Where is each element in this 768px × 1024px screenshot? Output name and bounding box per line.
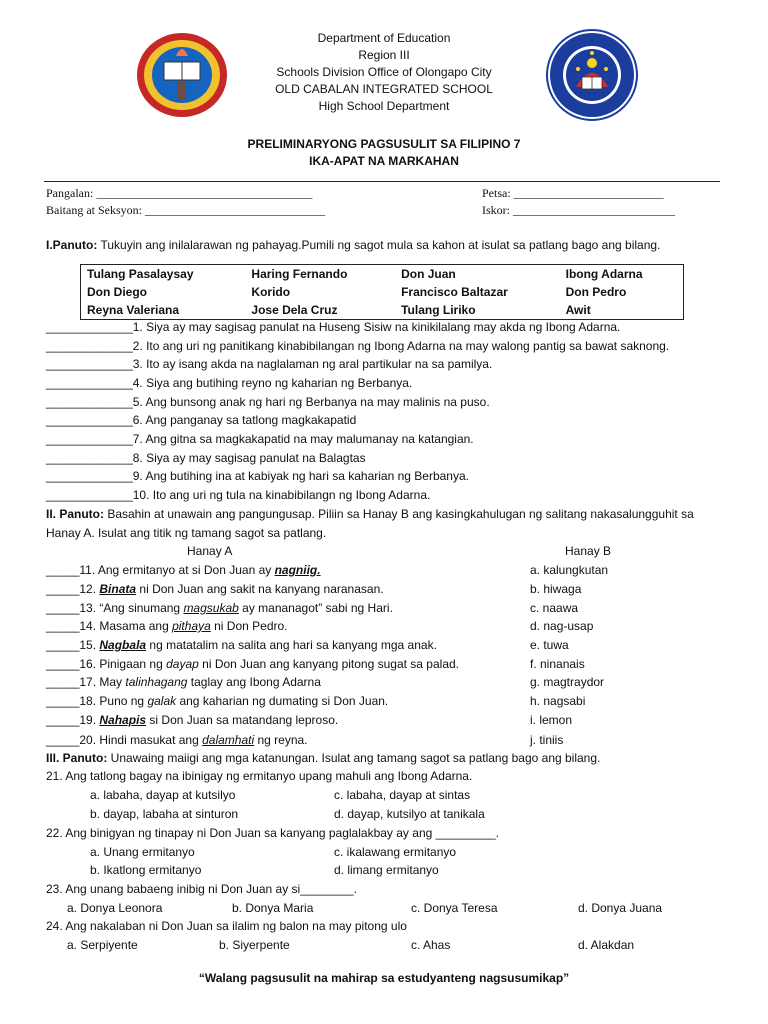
option-23a[interactable]: a. Donya Leonora <box>67 901 163 915</box>
item-text: _____15. <box>46 638 100 652</box>
underlined-word: galak <box>147 694 177 708</box>
matching-item[interactable] <box>46 692 388 710</box>
exam-title-line1: PRELIMINARYONG PAGSUSULIT SA FILIPINO 7 <box>247 137 521 151</box>
question-item[interactable]: _____________3. Ito ay isang akda na naglalaman ng aral partikular na sa pamilya. <box>46 357 493 371</box>
option-24d[interactable]: d. Alakdan <box>578 938 635 952</box>
part1-instruction-text: Tukuyin ang inilalarawan ng pahayag.Pumili ng sagot mula sa kahon at isulat sa patlang bago ang bilang. <box>97 238 661 252</box>
item-text: ng matatalim na salita ang hari sa kanyang mga anak. <box>146 638 437 652</box>
answer-choice: f. ninanais <box>530 657 585 671</box>
part1-instructions <box>46 236 660 254</box>
answer-choice: c. naawa <box>530 601 579 615</box>
question-item[interactable]: _____________1. Siya ay may sagisag panulat na Huseng Sisiw na kinikilalang may akda ng Ibong Adarna. <box>46 320 621 334</box>
exam-title <box>0 136 768 170</box>
exam-title-line2: IKA-APAT NA MARKAHAN <box>309 154 459 168</box>
item-text: ni Don Pedro. <box>210 619 288 633</box>
part1-panuto: Panuto: <box>52 238 98 252</box>
option-21d[interactable]: d. dayap, kutsilyo at tanikala <box>334 807 485 821</box>
item-text: _____14. Masama ang <box>46 619 173 633</box>
word-choice: Don Juan <box>401 267 456 281</box>
question-23: 23. Ang unang babaeng inibig ni Don Juan ay si________. <box>46 882 357 896</box>
item-text: ni Don Juan ang kanyang pitong sugat sa palad. <box>198 657 460 671</box>
option-22b[interactable]: b. Ikatlong ermitanyo <box>90 863 202 877</box>
division-name: Schools Division Office of Olongapo City <box>276 65 492 79</box>
word-choice: Reyna Valeriana <box>87 303 180 317</box>
name-field[interactable]: Pangalan: ____________________________________ <box>46 186 313 200</box>
score-field[interactable]: Iskor: ___________________________ <box>482 203 675 217</box>
option-22c[interactable]: c. ikalawang ermitanyo <box>334 845 457 859</box>
question-item[interactable]: _____________2. Ito ang uri ng panitikang kinabibilangan ng Ibong Adarna na may walong pantig sa bawat saknong. <box>46 339 670 353</box>
matching-item[interactable] <box>46 617 288 635</box>
region-name: Region III <box>358 48 410 62</box>
option-21b[interactable]: b. dayap, labaha at sinturon <box>90 807 239 821</box>
question-22: 22. Ang binigyan ng tinapay ni Don Juan sa kanyang paglalakbay ay ang _________. <box>46 826 500 840</box>
question-21: 21. Ang tatlong bagay na ibinigay ng ermitanyo upang mahuli ang Ibong Adarna. <box>46 769 473 783</box>
word-choice: Don Pedro <box>565 285 627 299</box>
word-choice: Don Diego <box>87 285 147 299</box>
word-choice: Tulang Pasalaysay <box>87 267 194 281</box>
matching-item[interactable] <box>46 561 321 579</box>
matching-item[interactable] <box>46 711 338 729</box>
matching-item[interactable] <box>46 580 384 598</box>
item-text: _____12. <box>46 582 100 596</box>
question-item[interactable]: _____________4. Siya ang butihing reyno ng kaharian ng Berbanya. <box>46 376 413 390</box>
option-23b[interactable]: b. Donya Maria <box>232 901 314 915</box>
answer-choice: d. nag-usap <box>530 619 594 633</box>
grade-section-field[interactable]: Baitang at Seksyon: ______________________________ <box>46 203 325 217</box>
underlined-word: magsukab <box>183 601 239 615</box>
word-choice: Jose Dela Cruz <box>251 303 338 317</box>
item-text: taglay ang Ibong Adarna <box>187 675 321 689</box>
item-text: _____13. “Ang sinumang <box>46 601 184 615</box>
part3-label: III. Panuto: <box>46 751 108 765</box>
underlined-word: dalamhati <box>202 733 255 747</box>
word-choice: Haring Fernando <box>251 267 348 281</box>
question-item[interactable]: _____________8. Siya ay may sagisag panulat na Balagtas <box>46 451 366 465</box>
item-text: ay mananagot” sabi ng Hari. <box>238 601 393 615</box>
school-header <box>0 30 768 115</box>
question-item[interactable]: _____________5. Ang bunsong anak ng hari ng Berbanya na may malinis na puso. <box>46 395 490 409</box>
word-choice-box <box>80 264 684 320</box>
word-choice: Francisco Baltazar <box>401 285 508 299</box>
department-name: Department of Education <box>317 31 451 45</box>
column-b-header: Hanay B <box>565 544 612 558</box>
underlined-word: pithaya <box>172 619 211 633</box>
underlined-word: nagniig. <box>274 563 321 577</box>
answer-choice: j. tiniis <box>530 733 564 747</box>
department-subtitle: High School Department <box>318 99 450 113</box>
option-21a[interactable]: a. labaha, dayap at kutsilyo <box>90 788 236 802</box>
part2-label: II. Panuto: <box>46 507 104 521</box>
underlined-word: Nahapis <box>99 713 147 727</box>
item-text: _____17. May <box>46 675 126 689</box>
word-choice: Korido <box>251 285 291 299</box>
question-item[interactable]: _____________7. Ang gitna sa magkakapatid na may malumanay na katangian. <box>46 432 474 446</box>
underlined-word: Nagbala <box>99 638 147 652</box>
matching-item[interactable] <box>46 731 308 749</box>
option-21c[interactable]: c. labaha, dayap at sintas <box>334 788 471 802</box>
answer-choice: e. tuwa <box>530 638 569 652</box>
answer-choice: h. nagsabi <box>530 694 586 708</box>
footer-quote: “Walang pagsusulit na mahirap sa estudyanteng nagsusumikap” <box>198 971 570 985</box>
word-choice: Ibong Adarna <box>565 267 643 281</box>
option-24b[interactable]: b. Siyerpente <box>219 938 290 952</box>
part2-instructions-cont: Hanay A. Isulat ang titik ng tamang sagot sa patlang. <box>46 526 327 540</box>
item-text: si Don Juan sa matandang leproso. <box>146 713 339 727</box>
school-name: OLD CABALAN INTEGRATED SCHOOL <box>275 82 493 96</box>
option-23d[interactable]: d. Donya Juana <box>578 901 663 915</box>
word-choice: Tulang Liriko <box>401 303 476 317</box>
question-24: 24. Ang nakalaban ni Don Juan sa ilalim ng balon na may pitong ulo <box>46 919 407 933</box>
answer-choice: a. kalungkutan <box>530 563 609 577</box>
header-divider <box>44 181 720 182</box>
underlined-word: talinhagang <box>125 675 188 689</box>
answer-choice: i. lemon <box>530 713 573 727</box>
item-text: ang kaharian ng dumating si Don Juan. <box>176 694 389 708</box>
item-text: _____11. Ang ermitanyo at si Don Juan ay <box>46 563 275 577</box>
item-text: _____16. Pinigaan ng <box>46 657 167 671</box>
option-24a[interactable]: a. Serpiyente <box>67 938 138 952</box>
option-22a[interactable]: a. Unang ermitanyo <box>90 845 195 859</box>
matching-item[interactable] <box>46 673 321 691</box>
part3-instructions <box>46 749 600 767</box>
underlined-word: dayap <box>166 657 199 671</box>
question-item[interactable]: _____________10. Ito ang uri ng tula na kinabibilangn ng Ibong Adarna. <box>46 488 431 502</box>
part1-label: I. <box>46 238 53 252</box>
matching-item[interactable] <box>46 599 393 617</box>
item-text: _____20. Hindi masukat ang <box>46 733 203 747</box>
matching-item[interactable] <box>46 655 459 673</box>
part2-instruction-text: Basahin at unawain ang pangungusap. Piliin sa Hanay B ang kasingkahulugan ng salitang nakasalungguhit sa <box>104 507 694 521</box>
option-24c[interactable]: c. Ahas <box>411 938 451 952</box>
option-23c[interactable]: c. Donya Teresa <box>411 901 498 915</box>
word-choice: Awit <box>565 303 591 317</box>
item-text: _____18. Puno ng <box>46 694 148 708</box>
part3-instruction-text: Unawaing maiigi ang mga katanungan. Isulat ang tamang sagot sa patlang bago ang bilang. <box>107 751 601 765</box>
column-a-header: Hanay A <box>187 544 233 558</box>
question-item[interactable]: _____________6. Ang panganay sa tatlong magkakapatid <box>46 413 357 427</box>
option-22d[interactable]: d. limang ermitanyo <box>334 863 439 877</box>
item-text: _____19. <box>46 713 100 727</box>
matching-item[interactable] <box>46 636 437 654</box>
underlined-word: Binata <box>99 582 137 596</box>
question-item[interactable]: _____________9. Ang butihing ina at kabiyak ng hari sa kaharian ng Berbanya. <box>46 469 469 483</box>
date-field[interactable]: Petsa: _________________________ <box>482 186 664 200</box>
answer-choice: g. magtraydor <box>530 675 605 689</box>
answer-choice: b. hiwaga <box>530 582 582 596</box>
part2-instructions <box>46 505 694 523</box>
item-text: ng reyna. <box>254 733 308 747</box>
item-text: ni Don Juan ang sakit na kanyang naranasan. <box>136 582 384 596</box>
